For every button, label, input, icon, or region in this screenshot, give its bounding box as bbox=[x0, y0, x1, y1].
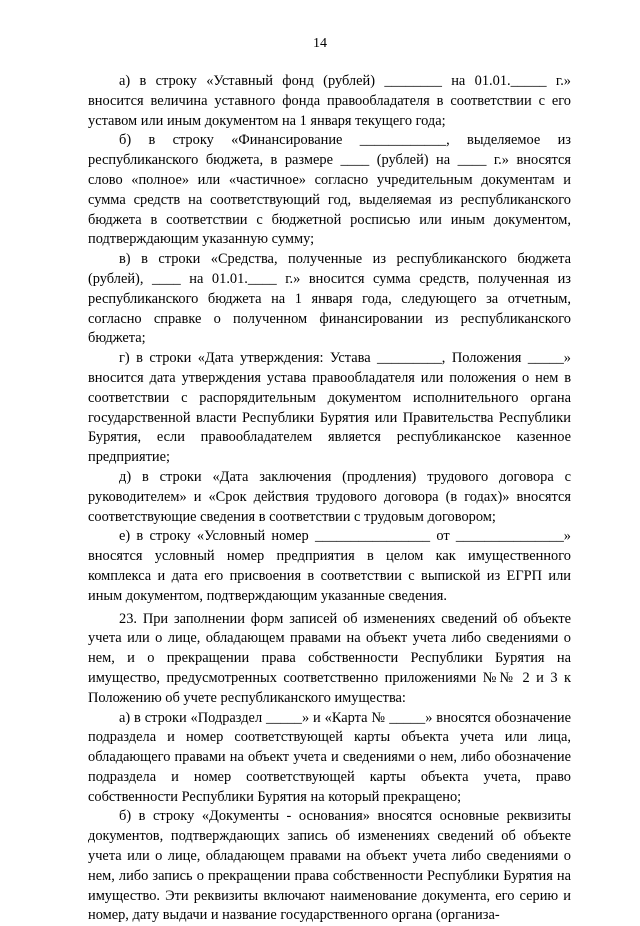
paragraph-v-budget-funds: в) в строки «Средства, полученные из республиканского бюджета (рублей), ____ на 01.01.____ г.» вносится сумма средств, полученная из республиканского бюджета на 1 января года, следующего за отчетным, согласно справке о полученном финансировании из республиканского бюджета; bbox=[88, 251, 571, 347]
paragraph-b-financing: б) в строку «Финансирование ____________, выделяемое из республиканского бюджета, в размере ____ (рублей) на ____ г.» вносятся слово «полное» или «частичное» согласно учредительным документам и сумма средств на соответствующий год, выделяемая из республиканского бюджета в соответствии с бюджетной росписью или иным документом, подтверждающим указанную сумму; bbox=[88, 132, 571, 248]
paragraph-23a-subsection: а) в строки «Подраздел _____» и «Карта № _____» вносятся обозначение подраздела и номер соответствующей карты объекта учета или лица, обладающего правами на объект учета и сведениями о нем, либо обозначение подраздела и номер соответствующей карты объекта учета, право собственности Республики Бурятия на который прекращено; bbox=[88, 709, 571, 805]
paragraph-23b-documents: б) в строку «Документы - основания» вносятся основные реквизиты документов, подтверждающих запись об изменениях сведений об объекте учета или о лице, обладающем правами на объект учета либо сведениями о нем, либо запись о прекращении права собственности Республики Бурятия на имущество. Эти реквизиты включают наименование документа, его серию и номер, дату выдачи и название государственного органа (организа- bbox=[88, 808, 571, 924]
paragraph-a-charter-fund: а) в строку «Уставный фонд (рублей) ________ на 01.01._____ г.» вносится величина уставного фонда правообладателя в соответствии с его уставом или иным документом на 1 января текущего года; bbox=[88, 73, 571, 129]
document-body bbox=[88, 72, 571, 926]
paragraph-e-conditional-number: е) в строку «Условный номер ________________ от _______________» вносятся условный номер предприятия в целом как имущественного комплекса и дата его присвоения в соответствии с выпиской из ЕГРП или иным документом, подтверждающим указанные сведения. bbox=[88, 528, 571, 604]
paragraph-d-labor-contract: д) в строки «Дата заключения (продления) трудового договора с руководителем» и «Срок действия трудового договора (в годах)» вносятся соответствующие сведения в соответствии с трудовым договором; bbox=[88, 468, 571, 525]
paragraph-g-approval-date: г) в строки «Дата утверждения: Устава _________, Положения _____» вносится дата утверждения устава правообладателя или положения о нем в соответствии с распорядительным документом исполнительного органа государственной власти Республики Бурятия или Правительства Республики Бурятия, если правообладателем является республиканское казенное предприятие; bbox=[88, 350, 571, 466]
page-number: 14 bbox=[313, 36, 327, 51]
paragraph-23-change-records: 23. При заполнении форм записей об изменениях сведений об объекте учета или о лице, обладающем правами на объект учета либо сведениями о нем, и о прекращении права собственности Республики Бурятия на имущество, предусмотренных соответственно приложениями №№ 2 и 3 к Положению об учете республиканского имущества: bbox=[88, 610, 571, 706]
